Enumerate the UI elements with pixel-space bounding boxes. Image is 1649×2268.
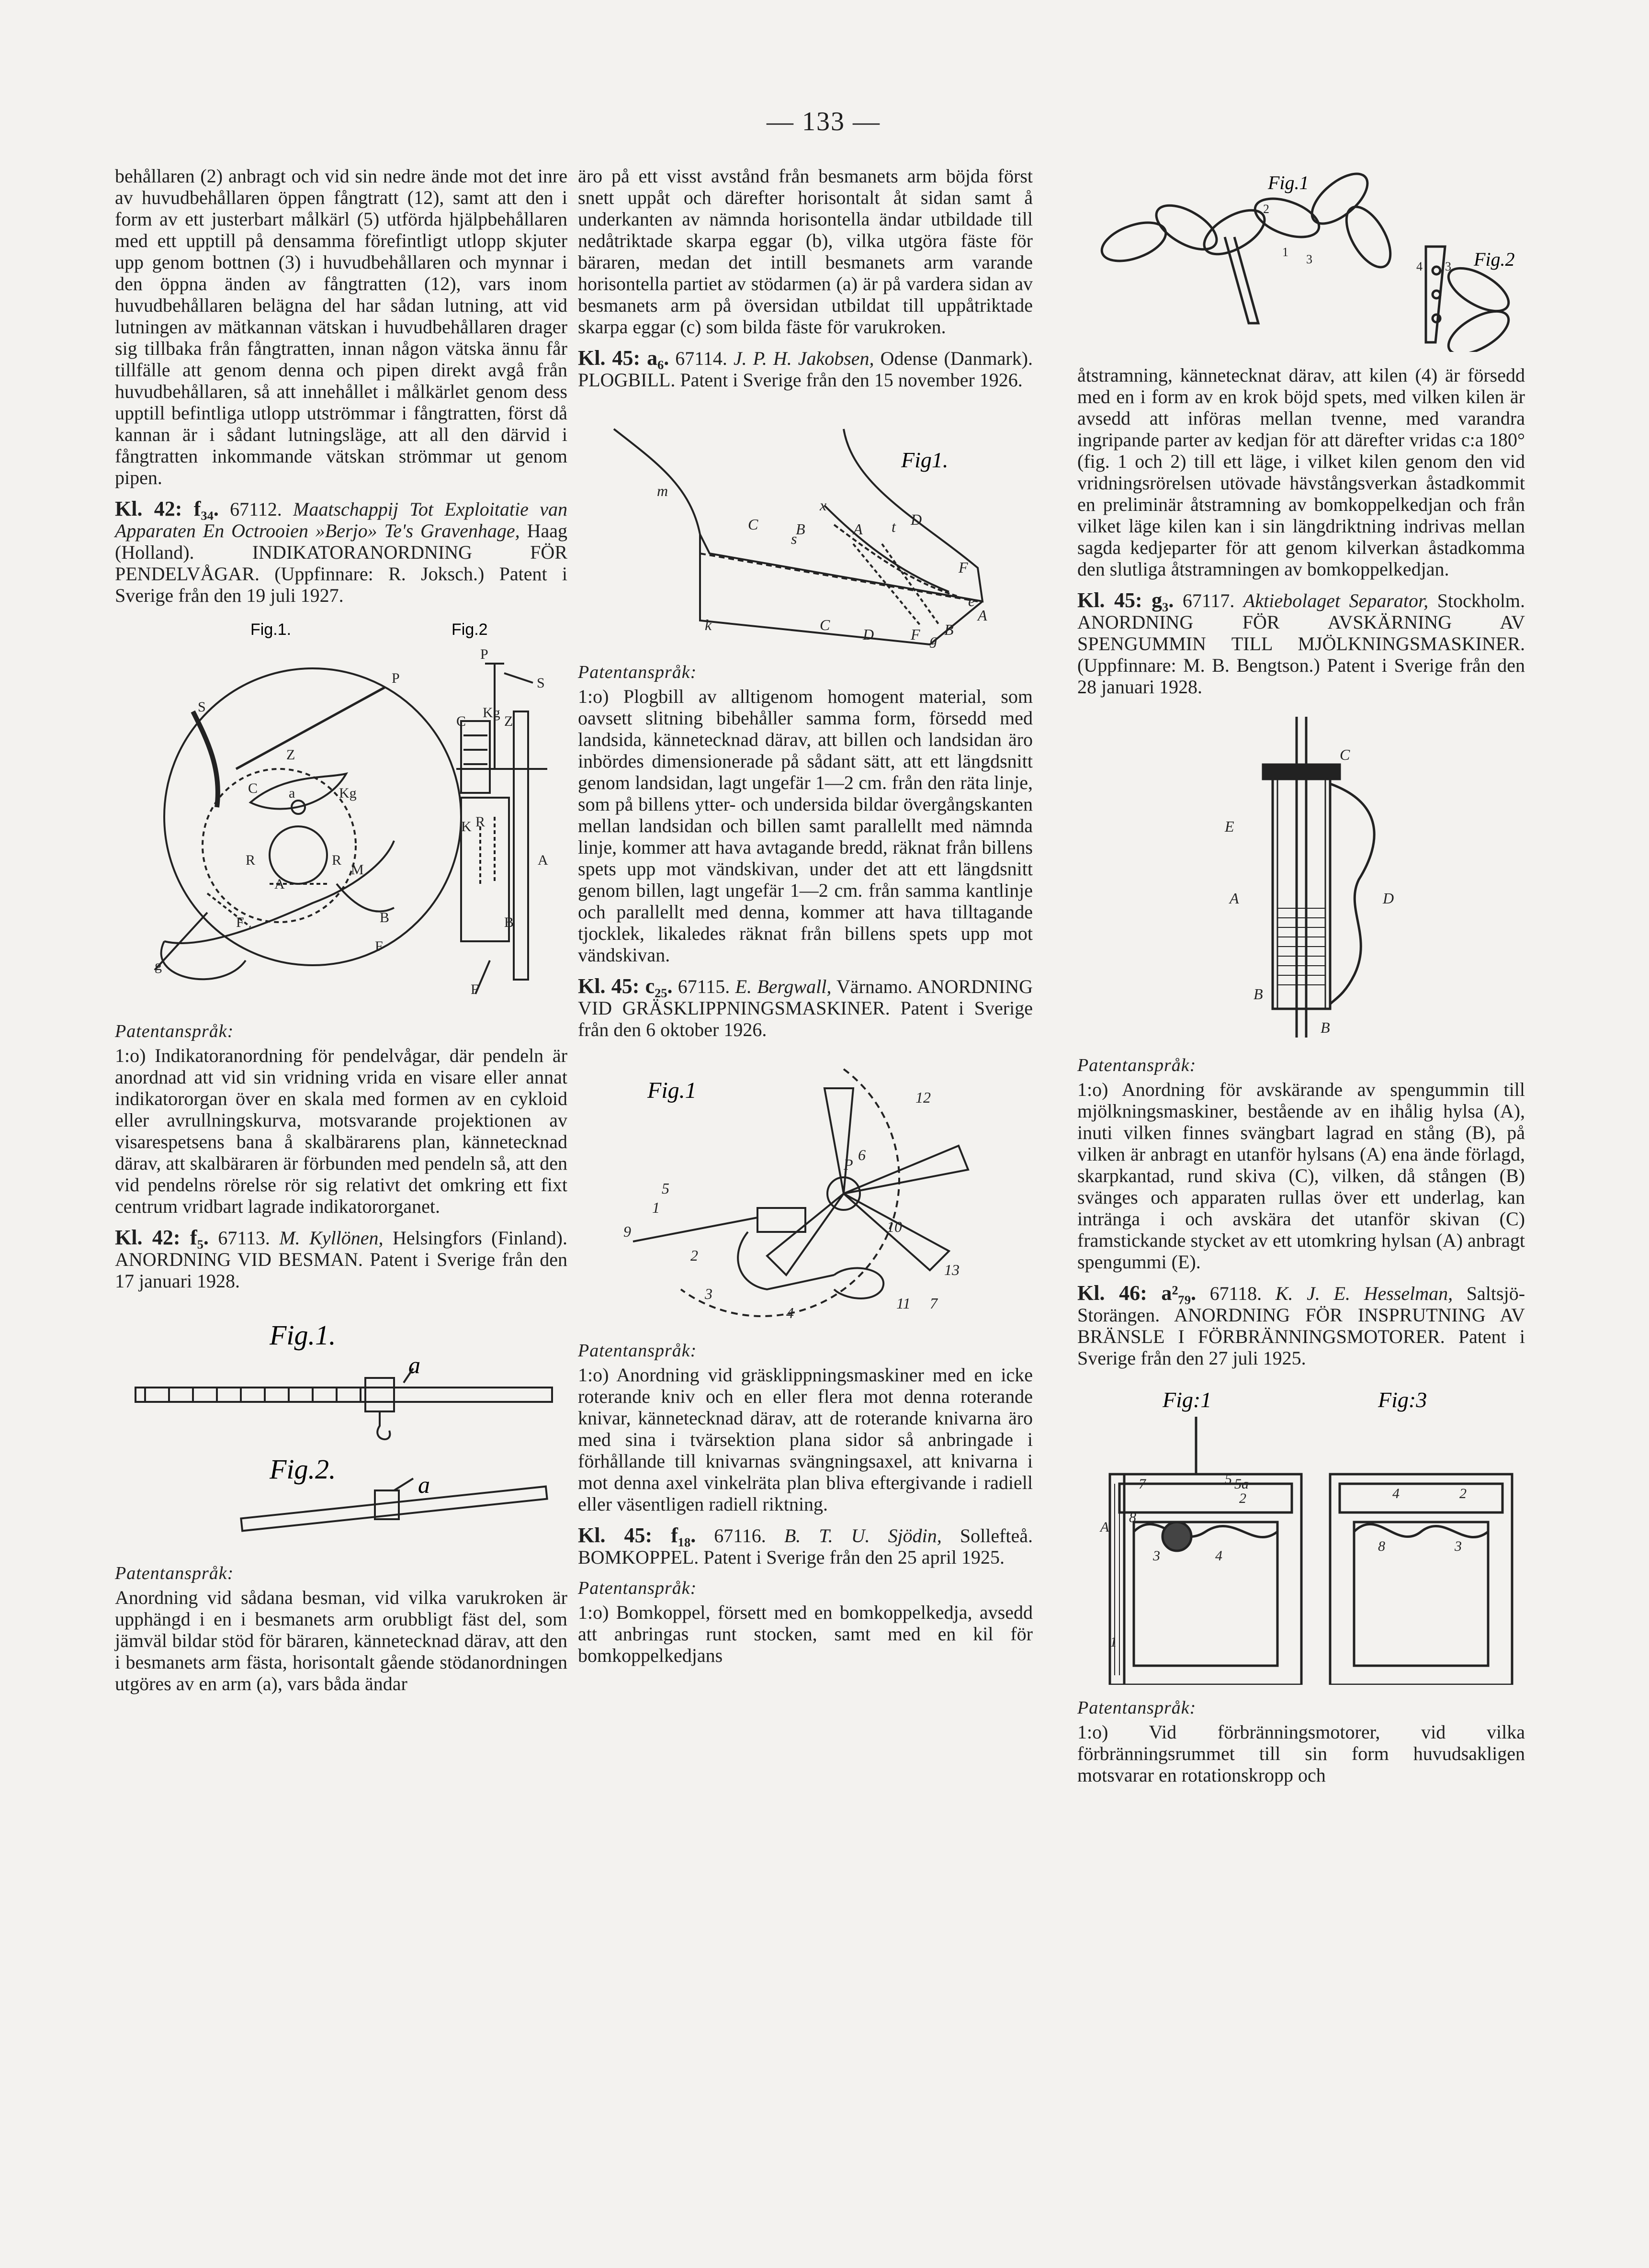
svg-text:C: C [1339, 746, 1350, 763]
teatcup-cutter-figure [1134, 707, 1469, 1042]
svg-text:A: A [274, 876, 285, 892]
svg-text:P: P [391, 670, 400, 686]
patent-holder: Aktiebolaget Separator, [1243, 590, 1429, 611]
patent-holder: B. T. U. Sjödin, [784, 1525, 942, 1546]
svg-text:6: 6 [858, 1146, 866, 1163]
svg-text:3: 3 [1306, 252, 1312, 266]
claim-text: 1:o) Vid förbränningsmotorer, vid vilka förbränningsrummet till sin form huvudsakligen motsvarar en rotationskropp och [1077, 1721, 1525, 1786]
svg-text:D: D [863, 626, 874, 643]
bleed-through-watermark [1588, 335, 1645, 1628]
fig-label-1: Fig.1 [647, 1078, 697, 1103]
lawnmower-figure [585, 1050, 1026, 1328]
svg-text:R: R [475, 814, 485, 830]
svg-text:Z: Z [504, 713, 513, 729]
svg-text:2: 2 [690, 1247, 698, 1264]
svg-text:P: P [480, 646, 488, 662]
svg-text:S: S [197, 699, 206, 715]
svg-text:F: F [236, 914, 244, 930]
patent-holder: J. P. H. Jakobsen, [733, 348, 874, 369]
fig-label-1: Fig1. [901, 448, 949, 472]
svg-text:a: a [288, 785, 295, 801]
svg-text:3: 3 [1445, 260, 1451, 273]
svg-text:x: x [820, 496, 827, 514]
svg-text:3: 3 [705, 1285, 712, 1302]
patent-details: Sollefteå. BOMKOPPEL. Patent i Sverige från den 25 april 1925. [578, 1525, 1033, 1568]
svg-text:F: F [911, 626, 920, 643]
label-a: a [408, 1352, 420, 1378]
svg-text:C: C [820, 616, 830, 633]
svg-text:A: A [853, 520, 863, 538]
svg-text:P: P [844, 1156, 853, 1173]
pendulum-scale-figure [126, 616, 557, 1008]
paragraph-continuation: behållaren (2) anbragt och vid sin nedre ände mot det inre av huvudbehållaren öppen fångtratt (12), samt att den i form av ett justerbart målkärl (5) utförda hjälpbehållaren med ett upptill på densamma förefintligt utlopp skjuter upp genom bottnen (3) i huvudbehållaren och mynnar i den öppna änden av fångtratten (12), vars inom huvudbehållaren belägna del har sådan lutning, att vid lutningen av mätkannan vätskan i huvudbehållaren drager sig tillbaka från fångtratten, innan någon vätska ännu får tillfälle att genom denna och pipen direkt avgå från huvudbehållaren, så att innehållet i målkärlet genom dess upptill befintliga utlopp utströmmar i fångtratten, först då kannan är i sådant lutningsläge, att all den därvid i fångtratten inkommande vätskan strömmar ut genom pipen. [115, 165, 567, 488]
svg-text:12: 12 [915, 1089, 931, 1106]
svg-text:A: A [537, 852, 548, 868]
label-a-2: a [418, 1471, 430, 1498]
patent-number: 67118. [1209, 1283, 1262, 1304]
paragraph-continuation: äro på ett visst avstånd från besmanets arm böjda först snett uppåt och därefter horisontalt åt sidan samt å underkanten av nämnda horisontella ändar utbildade till nedåtriktade skarpa eggar (b), vilka utgöra fäste för bäraren, medan det intill besmanets arm varande horisontella partiet av stödarmen (a) är på vardera sidan av besmanets arm på översidan utbildat till uppåtriktade skarpa eggar (c) som bilda fäste för varukroken. [578, 165, 1033, 338]
patent-details: Helsingfors (Finland). ANORDNING VID BESMAN. Patent i Sverige från den 17 januari 1928. [115, 1227, 567, 1292]
svg-text:8: 8 [1129, 1510, 1136, 1525]
fig-label-2: Fig.2. [269, 1454, 336, 1485]
page-number: — 133 — [767, 107, 881, 136]
svg-text:E: E [1224, 818, 1234, 835]
patent-holder: K. J. E. Hesselman, [1275, 1283, 1453, 1304]
patent-entry-67116 [578, 1524, 1033, 1568]
svg-text:1: 1 [1109, 1634, 1117, 1650]
patent-entry-67115 [578, 975, 1033, 1040]
svg-text:B: B [944, 621, 954, 638]
svg-text:s: s [791, 530, 797, 547]
claim-text: Anordning vid sådana besman, vid vilka varukroken är upphängd i en i besmanets arm orubbligt fäst del, som jämväl bildar stöd för bäraren, kännetecknad därav, att den i besmanets arm fästa, horisontalt gående stödanordningen utgöres av en arm (a), vars båda ändar [115, 1587, 567, 1694]
patent-class: Kl. 45: g₃. [1077, 588, 1174, 612]
svg-text:13: 13 [944, 1261, 960, 1278]
svg-text:10: 10 [887, 1218, 902, 1235]
svg-text:4: 4 [786, 1304, 794, 1321]
svg-text:B: B [1253, 985, 1263, 1003]
claim-text: 1:o) Plogbill av alltigenom homogent material, som oavsett slitning bibehåller samma form, försedd med landsida, kännetecknad därav, att billen och landsidan äro inbördes dimensionerade på sådant sätt, att ett längdsnitt genom landsidan, lagt ungefär 1—2 cm. från den räta linje, som på billens ytter- och undersida bildar övergångskanten mellan landsidan och billen samt parallellt med nämnda linje, kommer att hava avtagande bredd, räknat från billens spets upp mot vändskivan, under det att ett längdsnitt genom billen, lagt ungefär 1—2 cm. från samma kantlinje och parallellt med denna, kommer att hava tilltagande tjocklek, likaledes räknat från billens spets upp mot vändskivan. [578, 686, 1033, 966]
svg-text:g: g [930, 631, 937, 648]
svg-text:B: B [504, 914, 514, 930]
svg-text:Kg: Kg [339, 785, 357, 801]
chain-coupling-figure [1081, 160, 1522, 352]
patent-details: Haag (Holland). INDIKATORANORDNING FÖR PENDELVÅGAR. (Uppfinnare: R. Joksch.) Patent i Sverige från den 19 juli 1927. [115, 520, 568, 606]
fig-label-1: Fig.1. [250, 621, 291, 639]
svg-text:3: 3 [1152, 1548, 1160, 1564]
svg-text:4: 4 [1215, 1548, 1222, 1564]
svg-text:m: m [657, 482, 668, 499]
engine-piston-figure [1081, 1378, 1522, 1685]
patent-class: Kl. 46: a²₇₉. [1077, 1281, 1196, 1305]
claim-text: 1:o) Anordning vid gräsklippningsmaskiner med en icke roterande kniv och en eller flera mot denna roterande knivar, kännetecknad därav, att de roterande knivarna äro med sina i tvärsektion plana sidor så anbringade i förhållande till knivarnas svängningsaxel, att knivarna i mot denna axel vinkelräta plan bliva eftergivande i radiell eller väsentligen radiell riktning. [578, 1364, 1033, 1515]
patent-holder: Maatschappij Tot Exploitatie van Apparaten En Octrooien »Berjo» Te's Gravenhage, [115, 498, 567, 542]
claim-text: 1:o) Bomkoppel, försett med en bomkoppelkedja, avsedd att anbringas runt stocken, samt med en kil för bomkoppelkedjans [578, 1602, 1033, 1666]
svg-text:1: 1 [1282, 245, 1288, 259]
svg-text:g: g [154, 958, 162, 973]
fig-label-2: Fig.2 [451, 621, 488, 639]
fig-label-1: Fig.1. [269, 1320, 336, 1351]
patent-number: 67115. [678, 976, 730, 997]
patent-class: Kl. 45: f₁₈. [578, 1523, 696, 1547]
fig-label-3: Fig:3 [1378, 1388, 1427, 1412]
claims-heading: Patentanspråk: [578, 662, 697, 682]
patent-details: Värnamo. ANORDNING VID GRÄSKLIPPNINGSMASKINER. Patent i Sverige från den 6 oktober 1926. [578, 976, 1033, 1040]
svg-text:7: 7 [1138, 1476, 1146, 1492]
patent-details: Stockholm. ANORDNING FÖR AVSKÄRNING AV SPENGUMMIN TILL MJÖLKNINGSMASKINER. (Uppfinnare: M. B. Bengtson.) Patent i Sverige från den 28 januari 1928. [1077, 590, 1525, 698]
patent-number: 67113. [218, 1227, 270, 1249]
svg-text:e: e [968, 592, 975, 609]
svg-text:9: 9 [623, 1223, 631, 1240]
patent-details: Odense (Danmark). PLOGBILL. Patent i Sverige från den 15 november 1926. [578, 348, 1033, 391]
svg-text:5a: 5a [1234, 1476, 1249, 1492]
svg-text:11: 11 [896, 1295, 911, 1312]
patent-holder: M. Kyllönen, [279, 1227, 384, 1249]
patent-number: 67116. [714, 1525, 766, 1546]
svg-text:R: R [331, 852, 341, 868]
patent-entry-67112 [115, 498, 567, 606]
svg-text:5: 5 [1224, 1471, 1232, 1487]
patent-class: Kl. 42: f₃₄. [115, 497, 219, 520]
patent-class: Kl. 45: c₂₅. [578, 974, 673, 998]
paragraph-continuation: åtstramning, kännetecknat därav, att kilen (4) är försedd med en i form av en krok böjd spets, med vilken kilen är avsedd att införas mellan tvenne, med varandra ingripande parter av kedjan för att därefter vridas c:a 180° (fig. 1 och 2) till ett läge, i vilket kilen genom den vid vridningsrörelsen utövade hävstångsverkan åstadkommit en preliminär åtstramning av bomkoppelkedjan och från vilket läge kilen kan i sin längdriktning indrivas mellan sagda kedjeparter för att genom kilverkan åstadkomma den slutliga åtstramningen av bomkoppelkedjan. [1077, 364, 1525, 580]
claims-heading: Patentanspråk: [578, 1341, 697, 1361]
fig-label-1: Fig:1 [1162, 1388, 1211, 1412]
svg-text:B: B [379, 910, 389, 925]
svg-text:A: A [1229, 890, 1239, 907]
steelyard-figure [126, 1301, 557, 1550]
patent-number: 67114. [675, 348, 727, 369]
svg-text:2: 2 [1263, 202, 1269, 216]
svg-text:B: B [796, 520, 805, 538]
svg-text:B: B [1320, 1019, 1330, 1036]
svg-text:t: t [892, 518, 896, 535]
column-right [1077, 165, 1525, 1795]
svg-text:C: C [748, 516, 758, 533]
claim-text: 1:o) Indikatoranordning för pendelvågar, där pendeln är anordnad att vid sin vridning vrida en visare eller annat indikatororgan över en skala med formen av en cykloid eller avrullningskurva, motsvarande projektionen av visarespetsens bana å skalbärarens plan, kännetecknad därav, att skalbäraren är förbunden med pendeln så, att den vid pendelns rörelse rör sig relativt det omkring ett fixt centrum vridbart lagrade indikatororganet. [115, 1045, 567, 1217]
svg-text:2: 2 [1459, 1486, 1467, 1501]
svg-text:1: 1 [652, 1199, 660, 1216]
patent-entry-67114 [578, 347, 1033, 391]
svg-text:4: 4 [1392, 1486, 1400, 1501]
svg-text:2: 2 [1239, 1490, 1246, 1506]
column-middle [578, 165, 1033, 1676]
svg-text:D: D [911, 511, 922, 528]
svg-text:4: 4 [1416, 260, 1423, 273]
patent-entry-67117 [1077, 589, 1525, 698]
claims-heading: Patentanspråk: [1077, 1698, 1197, 1718]
patent-entry-67118 [1077, 1282, 1525, 1369]
svg-text:R: R [245, 852, 255, 868]
svg-text:F: F [959, 559, 968, 576]
claim-text: 1:o) Anordning för avskärande av spengummin till mjölkningsmaskiner, bestående av en ihålig hylsa (A), inuti vilken finnes svängbart lagrad en stång (B), på vilken är anbragt en utanför hylsans (A) ena ände förlagd, skarpkantad, rund skiva (C), vilken, då stången (B) svänges och apparaten rullas över ett underlag, kan intränga i och avskära det utanför skivan (C) framstickande stycket av ett utomkring hylsan (A) anbragt spengummi (E). [1077, 1079, 1525, 1273]
svg-text:S: S [536, 675, 545, 691]
svg-text:8: 8 [1378, 1538, 1385, 1554]
patent-holder: E. Bergwall, [735, 976, 832, 997]
svg-text:D: D [1382, 890, 1394, 907]
claims-heading: Patentanspråk: [115, 1021, 234, 1041]
svg-text:5: 5 [662, 1180, 669, 1197]
svg-text:7: 7 [930, 1295, 937, 1312]
svg-text:C: C [248, 780, 258, 796]
svg-text:k: k [705, 616, 712, 633]
column-left [115, 165, 567, 1704]
patent-class: Kl. 45: a₆. [578, 346, 669, 370]
patent-number: 67112. [230, 498, 282, 520]
claims-heading: Patentanspråk: [578, 1578, 697, 1598]
svg-text:F: F [374, 938, 383, 954]
svg-text:A: A [978, 607, 987, 624]
claims-heading: Patentanspråk: [115, 1563, 234, 1583]
svg-text:Z: Z [286, 747, 295, 763]
svg-text:Kg: Kg [482, 705, 500, 721]
fig-label-1: Fig.1 [1267, 172, 1309, 193]
svg-text:K: K [461, 819, 472, 835]
svg-text:C: C [456, 713, 466, 729]
patent-entry-67113 [115, 1227, 567, 1292]
patent-class: Kl. 42: f₅. [115, 1226, 209, 1249]
svg-text:F: F [470, 982, 479, 997]
plowshare-figure [585, 400, 1026, 649]
claims-heading: Patentanspråk: [1077, 1055, 1197, 1075]
patent-details: Saltsjö-Storängen. ANORDNING FÖR INSPRUTNING AV BRÄNSLE I FÖRBRÄNNINGSMOTORER. Patent i Sverige från den 27 juli 1925. [1077, 1283, 1525, 1369]
svg-text:A: A [1100, 1519, 1109, 1535]
svg-text:M: M [350, 862, 364, 878]
svg-text:3: 3 [1454, 1538, 1462, 1554]
patent-number: 67117. [1182, 590, 1235, 611]
fig-label-2: Fig.2 [1473, 248, 1515, 270]
